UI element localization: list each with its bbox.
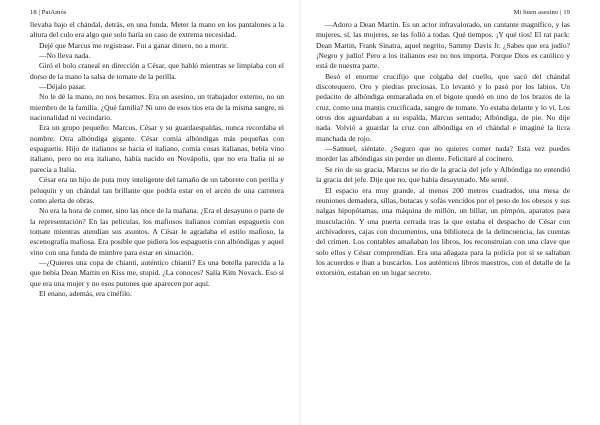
paragraph: —Adoro a Dean Martin. Es un actor infravalorado, un cantante magnífico, y las mujeres, sí, las mujeres, se las folló a todas. Qué tiempos. ¡Y qué tíos! El rat pack: Dean Martin, Frank Sinatra, aquel negrito, Sammy Davis Jr. ¿Sabes que era judío? ¡Negro y judío! Pero a los italianos eso no nos importa. Porque Dios es católico y está de nuestra parte.: [316, 20, 570, 71]
paragraph: —Samuel, siéntate. ¿Seguro que no quieres comer nada? Esta vez puedes morder las albóndigas sin perder un diente. Felicitaré al cocinero.: [316, 144, 570, 164]
left-page-body: [30, 20, 284, 299]
paragraph: —Déjalo pasar.: [39, 82, 86, 92]
right-page-body: [316, 20, 570, 279]
paragraph: —¿Quieres una copa de chianti, auténtico chianti? Es una botella parecida a la que bebía Dean Martin en Kiss me, stupid. ¿La conoces? Salía Kim Novack. Eso sí que era una mujer y no esos putones que aparecen por aquí.: [30, 257, 284, 288]
right-page-header: Mi buen asesino | 19: [513, 9, 570, 16]
paragraph: César era un hijo de puta muy inteligente del tamaño de un taburete con perilla y peluquín y un chándal tan brillante que podría estar en el arcén de una carretera como alerta de obras.: [30, 175, 284, 205]
paragraph: llevaba bajo el chándal, detrás, en una funda. Meter la mano en los pantalones a la altura del culo era algo que solo haría en caso de extrema necesidad.: [30, 20, 284, 40]
paragraph: Dejé que Marcus me registrase. Fui a ganar dinero, no a morir.: [39, 40, 229, 50]
paragraph: El espacio era muy grande, al menos 200 metros cuadrados, una mesa de reuniones demadera, sillas, butacas y sofás vencidos por el peso de los obesos y sus nalgas hipopótamas, una máquina de millón, un billar, un pimpón, aparatos para musculación. Y una puerta cerrada tras la que estaba el despacho de César con archivadores, cajas con documentos, una biblioteca de la delincuencia, las cuentas del crimen. Los contables amañaban los libros, los reconstruían con una clave que solo ellos y César comprendían. Era una añagaza para la policía por si se saltaban los acuerdos e iban a buscarlos. Los auténticos libros maestros, con el detalle de la extorsión, estaban en un lugar secreto.: [316, 185, 570, 278]
paragraph: —No lleva nada.: [39, 51, 91, 61]
paragraph: Era un grupo pequeño: Marcus, César y su guardaespaldas, nunca recordaba el nombre. Otra albóndiga gigante. César comía albóndigas más pequeñas con espaguetis. Hijo de italianos se hacía el italiano, comía cosas italianas, bebía vino italiano, pero no era italiano, había nacido en Novápolis, que no era Italia ni se parecía a Italia.: [30, 123, 284, 174]
paragraph: Giró el bolo craneal en dirección a César, que habló mientras se limpiaba con el dorso de la mano la salsa de tomate de la perilla.: [30, 61, 284, 81]
paragraph: Besó el enorme crucifijo que colgaba del cuello, que sacó del chándal discotequero. Oro y piedras preciosas. Lo levantó y lo pasó por los labios. Un pedacito de albóndiga enmarañada en el bigote quedó en uno de los brazos de la cruz, como una mantis crucificada, sangre de tomate. Yo estaba delante y lo vi. Los otros dos aguardaban a su espalda, Marcus sentado; Albóndiga, de pie. No dije nada. Volvió a guardar la cruz con albóndiga en el chándal e imaginé la licra manchada de rojo.: [316, 71, 570, 143]
left-page-header: 18 | PatAmós: [30, 9, 67, 16]
paragraph: El enano, además, era cinéfilo.: [39, 288, 132, 298]
right-page: [300, 0, 600, 425]
paragraph: No era la hora de comer, sino las once de la mañana. ¿Era el desayuno o parte de la representación? En las películas, los mafiosos italianos comían espaguetis con tomate mientras atendían sus asuntos. A César le agradaba el estilo mafioso, la escenografía mafiosa. Era posible que pidiera los espaguetis con albóndigas y aquel vino con una funda de mimbre para estar en situación.: [30, 206, 284, 257]
paragraph: Se rio de su gracia, Marcus se rio de la gracia del jefe y Albóndiga no entendió la gracia del jefe. Dije que no, que había desayunado. Me senté.: [316, 164, 570, 185]
paragraph: No le dé la mano, no nos besamos. Era un asesino, un trabajador externo, no un miembro de la familia. ¿Qué familia? Ni uno de esos tíos era de la misma sangre, ni nacionalidad ni vecindario.: [30, 92, 284, 123]
